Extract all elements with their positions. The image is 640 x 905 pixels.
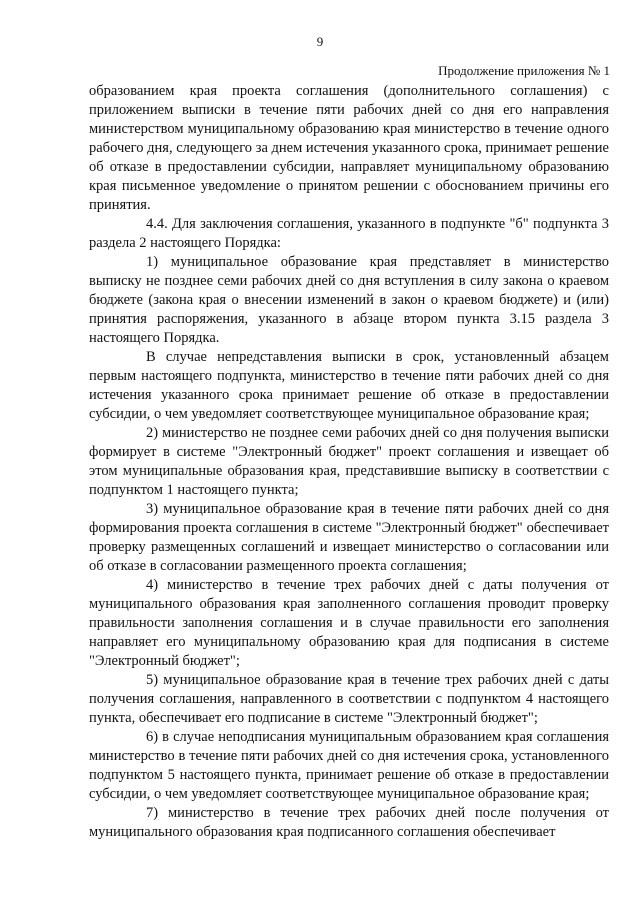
paragraph-item-7: 7) министерство в течение трех рабочих дней после получения от муниципального образования края подписанного соглашения обеспечивает — [89, 805, 609, 840]
paragraph-item-1: 1) муниципальное образование края представляет в министерство выписку не позднее семи рабочих дней со дня вступления в силу закона о краевом бюджете (закона края о внесении изменений в закон о краевом бюджете) и (или) принятия распоряжения, указанного в абзаце втором пункта 3.15 раздела 3 настоящего Порядка. — [89, 254, 609, 346]
paragraph-continuation: образованием края проекта соглашения (дополнительного соглашения) с приложением выписки в течение пяти рабочих дней со дня его направления министерством муниципальному образованию края министерство в течение одного рабочего дня, следующего за днем истечения указанного срока, принимает решение об отказе в предоставлении субсидии, направляет муниципальному образованию края письменное уведомление о принятом решении с обоснованием причины его принятия. — [89, 83, 609, 213]
paragraph-item-2: 2) министерство не позднее семи рабочих дней со дня получения выписки формирует в системе "Электронный бюджет" проект соглашения и извещает об этом муниципальные образования края, представившие выписку в соответствии с подпунктом 1 настоящего пункта; — [89, 425, 609, 498]
page-number: 9 — [316, 34, 324, 49]
paragraph-item-3: 3) муниципальное образование края в течение пяти рабочих дней со дня формирования проекта соглашения в системе "Электронный бюджет" обеспечивает проверку размещенных соглашений и извещает министерство о согласовании или об отказе в согласовании размещенного проекта соглашения; — [89, 501, 609, 574]
document-body — [89, 82, 609, 842]
paragraph-item-4: 4) министерство в течение трех рабочих дней с даты получения от муниципального образования края заполненного соглашения проводит проверку правильности заполнения соглашения и в случае правильности его заполнения направляет его муниципальному образованию края для подписания в системе "Электронный бюджет"; — [89, 577, 609, 669]
paragraph-item-5: 5) муниципальное образование края в течение трех рабочих дней с даты получения соглашения, направленного в соответствии с подпунктом 4 настоящего пункта, обеспечивает его подписание в системе "Электронный бюджет"; — [89, 672, 609, 726]
annex-note: Продолжение приложения № 1 — [438, 63, 610, 78]
paragraph-4-4: 4.4. Для заключения соглашения, указанного в подпункте "б" подпункта 3 раздела 2 настоящего Порядка: — [89, 216, 609, 251]
paragraph-item-6: 6) в случае неподписания муниципальным образованием края соглашения министерство в течение пяти рабочих дней со дня истечения срока, установленного подпунктом 5 настоящего пункта, принимает решение об отказе в предоставлении субсидии, о чем уведомляет соответствующее муниципальное образование края; — [89, 729, 609, 802]
paragraph-item-1-note: В случае непредставления выписки в срок, установленный абзацем первым настоящего подпункта, министерство в течение пяти рабочих дней со дня истечения указанного срока принимает решение об отказе в предоставлении субсидии, о чем уведомляет соответствующее муниципальное образование края; — [89, 349, 609, 422]
